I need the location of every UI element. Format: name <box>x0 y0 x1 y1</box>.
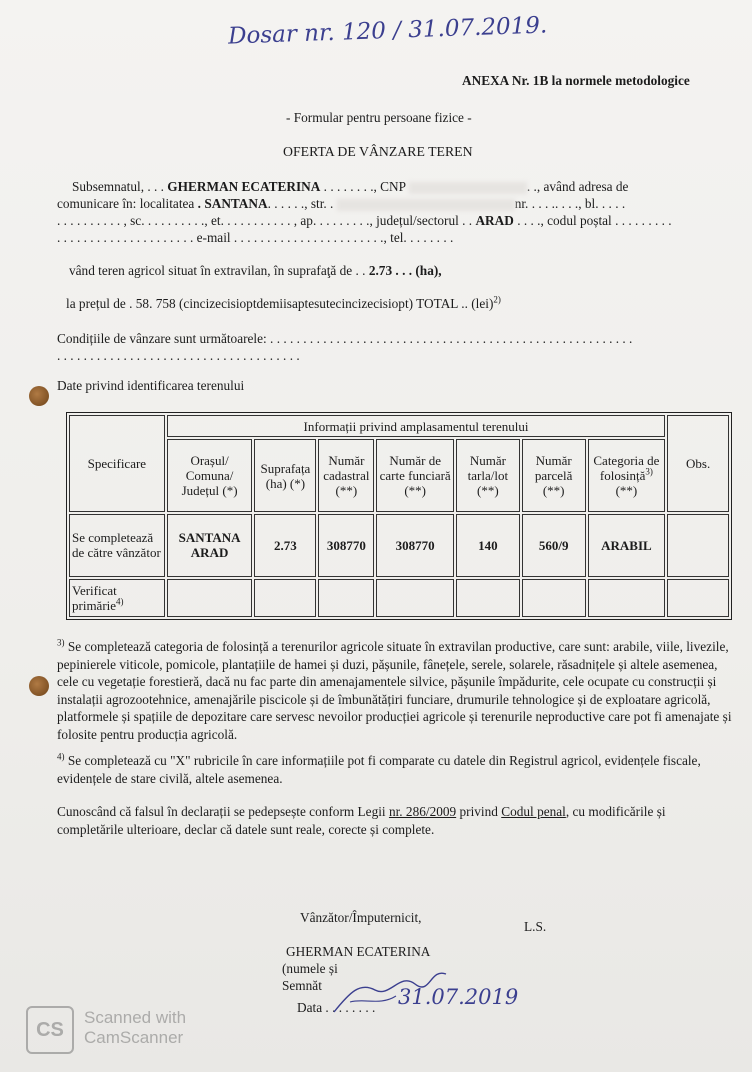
intro-line-1: Subsemnatul, . . . GHERMAN ECATERINA . . . . . . . ., CNP . ., având adresa de <box>72 179 629 194</box>
table-row <box>69 514 729 577</box>
intro-line-2: comunicare în: localitatea . SANTANA. . . . . ., str. . nr. . . . .. . . ., bl. . . . . <box>57 196 626 211</box>
footnote-4: $^{4)}$ Se completează cu "X" rubricile în care informațiile pot fi comparate cu datele din Registrul agricol, evidențele fiscale, evidențele de stare civilă, altele asemenea. <box>57 751 701 786</box>
section-title: Date privind identificarea terenului <box>57 378 245 393</box>
cell-area: 2.73 <box>254 514 316 577</box>
declaration: Cunoscând că falsul în declarații se pedepsește conform Legii nr. 286/2009 privind Codul penal, cu modificările și completările ulterioare, declar că datele sunt reale, corecte și complete. <box>57 804 666 837</box>
camscanner-logo: CS <box>26 1006 74 1054</box>
law-link[interactable]: nr. 286/2009 <box>388 804 457 819</box>
seller-signature-label: Vânzător/Împuternicit, <box>300 910 422 925</box>
empty-cell <box>667 579 729 617</box>
empty-cell <box>318 579 374 617</box>
empty-cell <box>167 579 253 617</box>
form-subtitle: - Formular pentru persoane fizice - <box>286 110 472 125</box>
cell-parcel: 560/9 <box>522 514 586 577</box>
row-label-seller: Se completează de către vânzător <box>69 514 165 577</box>
header-group: Informații privind amplasamentul terenului <box>167 415 666 437</box>
cell-tarla: 140 <box>456 514 520 577</box>
sale-line: vând teren agricol situat în extravilan, în suprafaţă de . . 2.73 . . . (ha), <box>69 263 442 278</box>
seller-name: GHERMAN ECATERINA <box>167 179 321 194</box>
intro-line-4: . . . . . . . . . . . . . . . . . . . . . e-mail . . . . . . . . . . . . . . . . . . . . . . ., tel. . . . . . . . <box>57 230 454 245</box>
header-cadastral: Număr cadastral (**) <box>318 439 374 512</box>
conditions-line-2: . . . . . . . . . . . . . . . . . . . . . . . . . . . . . . . . . . . . . <box>57 348 300 363</box>
header-tarla: Număr tarla/lot (**) <box>456 439 520 512</box>
empty-cell <box>522 579 586 617</box>
empty-cell <box>254 579 316 617</box>
watermark-line-2: CamScanner <box>84 1028 184 1047</box>
price-line: la prețul de . 58. 758 (cincizecisioptdemiisaptesutecincizecisiopt) TOTAL .. (lei)$^{2)}$ <box>66 294 501 311</box>
punch-hole-top <box>29 386 49 406</box>
empty-cell <box>376 579 454 617</box>
intro-line-3: . . . . . . . . . . , sc. . . . . . . . . ., et. . . . . . . . . . . , ap. . . . . . . . ., județul/sectorul . . ARAD . . . ., codul poștal . . . . . . . . . <box>57 213 672 228</box>
signature-name: GHERMAN ECATERINA <box>286 944 431 959</box>
header-city: Orașul/ Comuna/ Județul (*) <box>167 439 253 512</box>
cell-category: ARABIL <box>588 514 666 577</box>
cell-land-book: 308770 <box>376 514 454 577</box>
header-area: Suprafața (ha) (*) <box>254 439 316 512</box>
empty-cell <box>456 579 520 617</box>
ls-label: L.S. <box>524 919 547 934</box>
signature-data: Data . . . . . . . . <box>297 1000 376 1015</box>
empty-cell <box>588 579 666 617</box>
watermark-line-1: Scanned with <box>84 1008 187 1027</box>
row-label-verified: Verificat primărie$^{4)}$ <box>69 579 165 617</box>
punch-hole-bottom <box>29 676 49 696</box>
county: ARAD <box>475 213 514 228</box>
header-parcel: Număr parcelă (**) <box>522 439 586 512</box>
handwritten-date: 31.07.2019 <box>398 985 519 1009</box>
footnote-3: $^{3)}$ Se completează categoria de folosință a terenurilor agricole situate în extravilan productive, care sunt: arabile, viile, livezile, pepinierele viticole, pomicole, plantațiile de hamei și duzi, pășunile, fânețele, serele, solarele, răsadnițele și altele asemenea, cele cu vegetație forestieră, dacă nu fac parte din amenajamentele silvice, pășunile împădurite, cele ocupate cu construcții și instalații agrozootehnice, amenajările piscicole și de îmbunătățiri funciare, drumurile tehnologice și de exploatare agricolă, platformele și spațiile de depozitare care servesc nevoilor producției agricole și terenurile neproductive care pot fi amenajate și folosite pentru producția agricolă. <box>57 637 732 742</box>
cell-obs <box>667 514 729 577</box>
land-identification-table <box>66 412 732 620</box>
redacted-street <box>337 199 515 211</box>
cell-cadastral: 308770 <box>318 514 374 577</box>
handwritten-case-number: Dosar nr. 120 / 31.07.2019. <box>227 12 548 50</box>
header-land-book: Număr de carte funciară (**) <box>376 439 454 512</box>
document-title: OFERTA DE VÂNZARE TEREN <box>283 144 473 159</box>
penal-code-link[interactable]: Codul penal <box>501 804 566 819</box>
locality: . SANTANA <box>197 196 268 211</box>
signature-name-note: (numele și <box>282 961 338 976</box>
land-area: 2.73 . . . (ha), <box>368 263 442 278</box>
header-obs: Obs. <box>667 415 729 512</box>
header-specificare: Specificare <box>69 415 165 512</box>
redacted-cnp <box>409 182 527 194</box>
signature-semnat: Semnăt <box>282 978 322 993</box>
table-row <box>69 579 729 617</box>
annex-title: ANEXA Nr. 1B la normele metodologice <box>462 73 690 88</box>
conditions-line-1: Condițiile de vânzare sunt următoarele: . . . . . . . . . . . . . . . . . . . . . . . . . . . . . . . . . . . . . . . . . . . . . . . . . . . . . . . <box>57 331 633 346</box>
header-category: Categoria de folosință$^{3)}$ (**) <box>588 439 666 512</box>
cell-city: SANTANA ARAD <box>167 514 253 577</box>
